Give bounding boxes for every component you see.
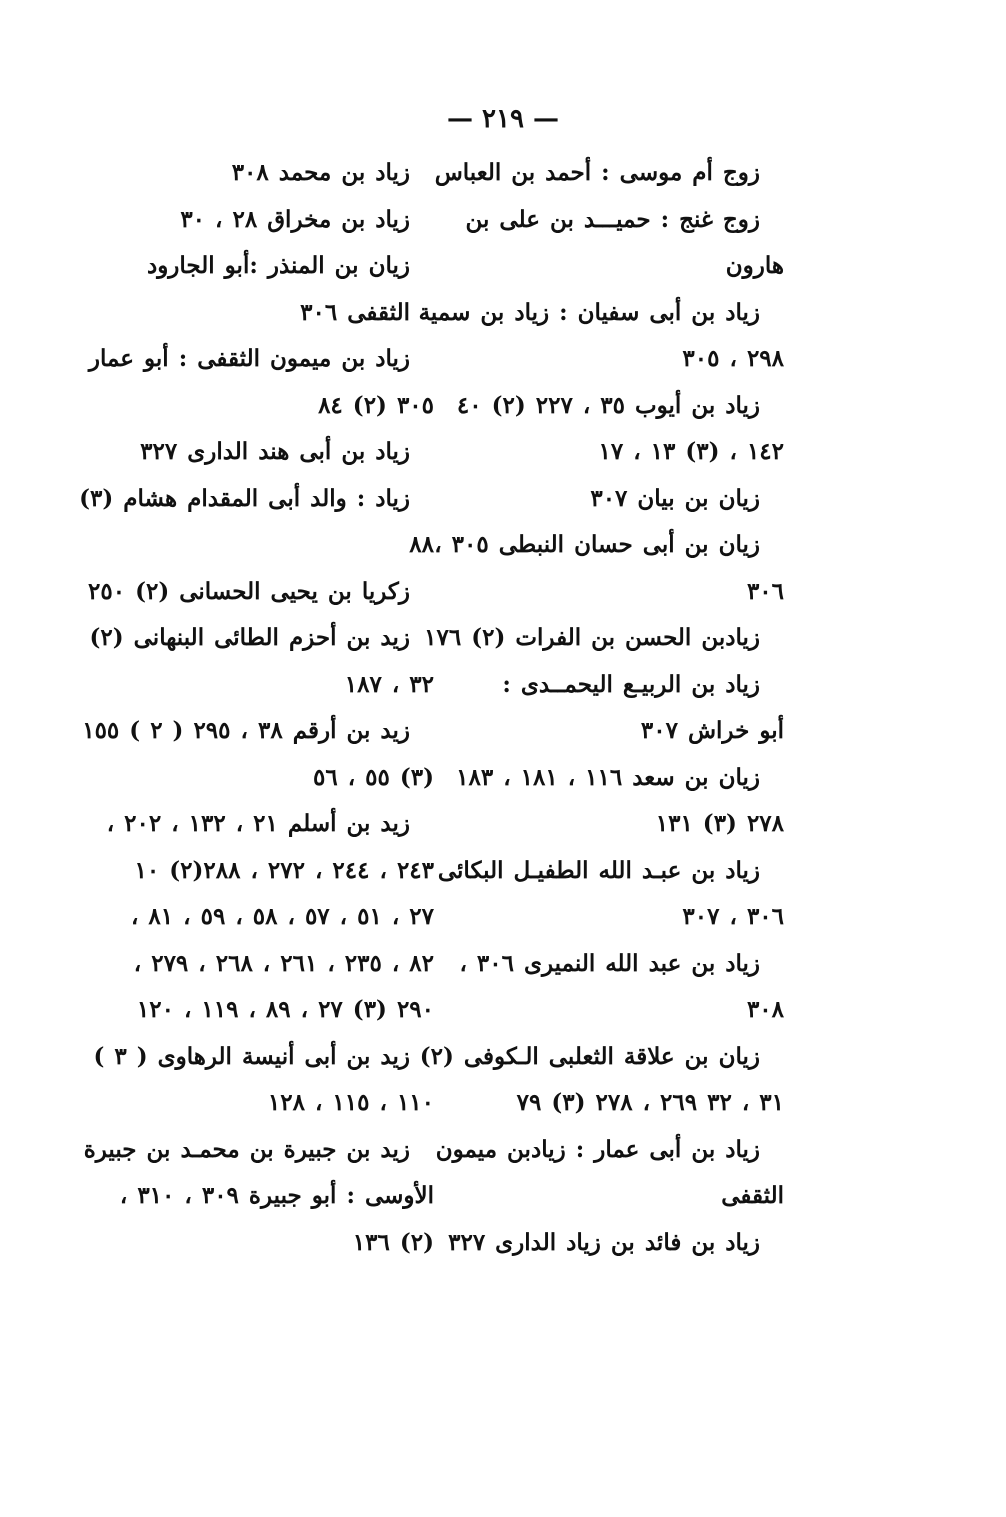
entry-continuation-line: (٣) ٥٥ ، ٥٦ [312,763,434,791]
entry-heading-line: زياد بن أبى هند الدارى ٣٢٧ [140,438,410,465]
entry-heading-line: زيان بن المنذر :أبو الجارود [146,252,410,279]
entry-continuation-line: الأوسى : أبو جبيرة ٣٠٩ ، ٣١٠ ، [119,1182,434,1209]
entry-continuation-line: ٣٢ ، ١٨٧ [344,670,434,698]
entry-heading-line: زياد : والد أبى المقدام هشام (٣) [79,484,410,512]
index-entry [82,708,434,801]
index-entry [448,1220,784,1267]
entry-continuation-line: ٣١ ، ٣٢ ٢٦٩ ، ٢٧٨ (٣) ٧٩ [516,1089,784,1116]
index-entry [128,290,434,337]
entry-heading-line: زيد بن أبى أنيسة الرهاوى ( ٣ ) [93,1042,410,1070]
index-entry [128,429,434,476]
index-entry [83,1127,434,1267]
entry-heading-line: زياد بن الربيـع اليحمــدى : [502,670,760,698]
entry-heading-line: زيادبن الحسن بن الفرات (٢) ١٧٦ [424,624,760,651]
index-entry [419,1034,784,1127]
entry-heading-line: زياد بن ميمون الثقفى : أبو عمار [88,345,410,372]
entry-continuation-line: هارون [725,252,784,279]
entry-heading-line: زياد بن عبـد الله الطفيـل البكائى [437,856,760,884]
entry-heading-line: زيد بن أرقم ٣٨ ، ٢٩٥ ( ٢ ) ١٥٥ [82,717,410,744]
entry-heading-line: زيد بن أحزم الطائى البنهانى (٢) [89,624,410,651]
entry-heading-line: زياد بن مخراق ٢٨ ، ٣٠ [180,205,410,233]
entry-heading-line: زياد بن فائد بن زياد الدارى ٣٢٧ [448,1228,760,1256]
index-entry [478,476,784,523]
entry-continuation-line: ٣٠٥ (٢) ٨٤ [318,391,434,419]
index-entry [128,150,434,197]
index-entry [93,1034,434,1127]
entry-heading-line: زيان بن بيان ٣٠٧ [590,484,760,512]
entry-heading-line: زياد بن أيوب ٣٥ ، ٢٢٧ (٢) ٤٠ [456,391,760,419]
page-number: — ٢١٩ — [446,104,560,134]
index-entry [434,150,784,197]
entry-continuation-line: (٢) ١٣٦ [352,1228,434,1256]
index-entry [465,197,784,290]
entry-continuation-line: ١١٠ ، ١١٥ ، ١٢٨ [267,1089,434,1116]
entry-continuation-line: ٣٠٨ [746,996,784,1023]
entry-continuation-line: ٢٩٨ ، ٣٠٥ [682,345,784,372]
index-entry [478,662,784,755]
entry-heading-line: زيان بن سعد ١١٦ ، ١٨١ ، ١٨٣ [456,763,760,791]
entry-heading-line: زيد بن أسلم ٢١ ، ١٣٢ ، ٢٠٢ ، [106,810,410,837]
entry-heading-line: زياد بن محمد ٣٠٨ [231,159,410,186]
index-entry [418,290,784,383]
entry-continuation-line: ٢٤٣ ، ٢٤٤ ، ٢٧٢ ، ٢٨٨(٢) ١٠ [134,856,434,884]
entry-heading-line: الثقفى ٣٠٦ [300,298,410,326]
index-entry [88,336,434,429]
entry-heading-line: زياد بن أبى عمار : زيادبن ميمون [435,1135,760,1163]
index-entry [435,1127,784,1220]
index-entry [89,615,434,708]
index-entry [79,476,434,569]
entry-continuation-line: ٢٧٨ (٣) ١٣١ [655,810,784,837]
index-entry [437,848,784,941]
entry-heading-line: زيان بن علاقة الثعلبى الـكوفى (٢) [419,1042,760,1070]
entry-continuation-line: ٣٠٦ ، ٣٠٧ [682,903,784,930]
entry-continuation-line: ٨٢ ، ٢٣٥ ، ٢٦١ ، ٢٦٨ ، ٢٧٩ ، [133,949,434,977]
entry-heading-line: زوج أم موسى : أحمد بن العباس [434,159,760,186]
index-column-left [79,150,434,1266]
entry-continuation-line: ٢٧ ، ٥١ ، ٥٧ ، ٥٨ ، ٥٩ ، ٨١ ، [130,903,434,930]
entry-heading-line: زيد بن جبيرة بن محمـد بن جبيرة [83,1135,410,1163]
entry-heading-line: زكريا بن يحيى الحسانى (٢) ٢٥٠ [88,577,410,605]
entry-continuation-line: ١٤٢ ، (٣) ١٣ ، ١٧ [598,438,784,465]
entry-continuation-line: ٣٠٦ [746,577,784,605]
entry-heading-line: زياد بن أبى سفيان : زياد بن سمية [418,298,760,326]
entry-continuation-line: أبو خراش ٣٠٧ [640,717,784,744]
index-entry [459,941,784,1034]
entry-heading-line: زياد بن عبد الله النميرى ٣٠٦ ، [459,949,760,977]
entry-heading-line: زوج غنج : حميـــد بن على بن [465,205,760,233]
index-entry [106,801,434,1034]
index-entry [456,383,784,476]
entry-heading-line: زيان بن أبى حسان النبطى ٣٠٥ ، [434,531,760,558]
entry-continuation-line: ٢٩٠ (٣) ٢٧ ، ٨٩ ، ١١٩ ، ١٢٠ [136,996,434,1023]
entry-continuation-line: ٨٨ [409,531,434,558]
index-entry [456,755,784,848]
index-entry [88,569,434,616]
index-entry [434,522,784,615]
index-entry [424,615,784,662]
index-entry [128,197,434,244]
entry-continuation-line: الثقفى [721,1182,784,1209]
index-entry [128,243,434,290]
